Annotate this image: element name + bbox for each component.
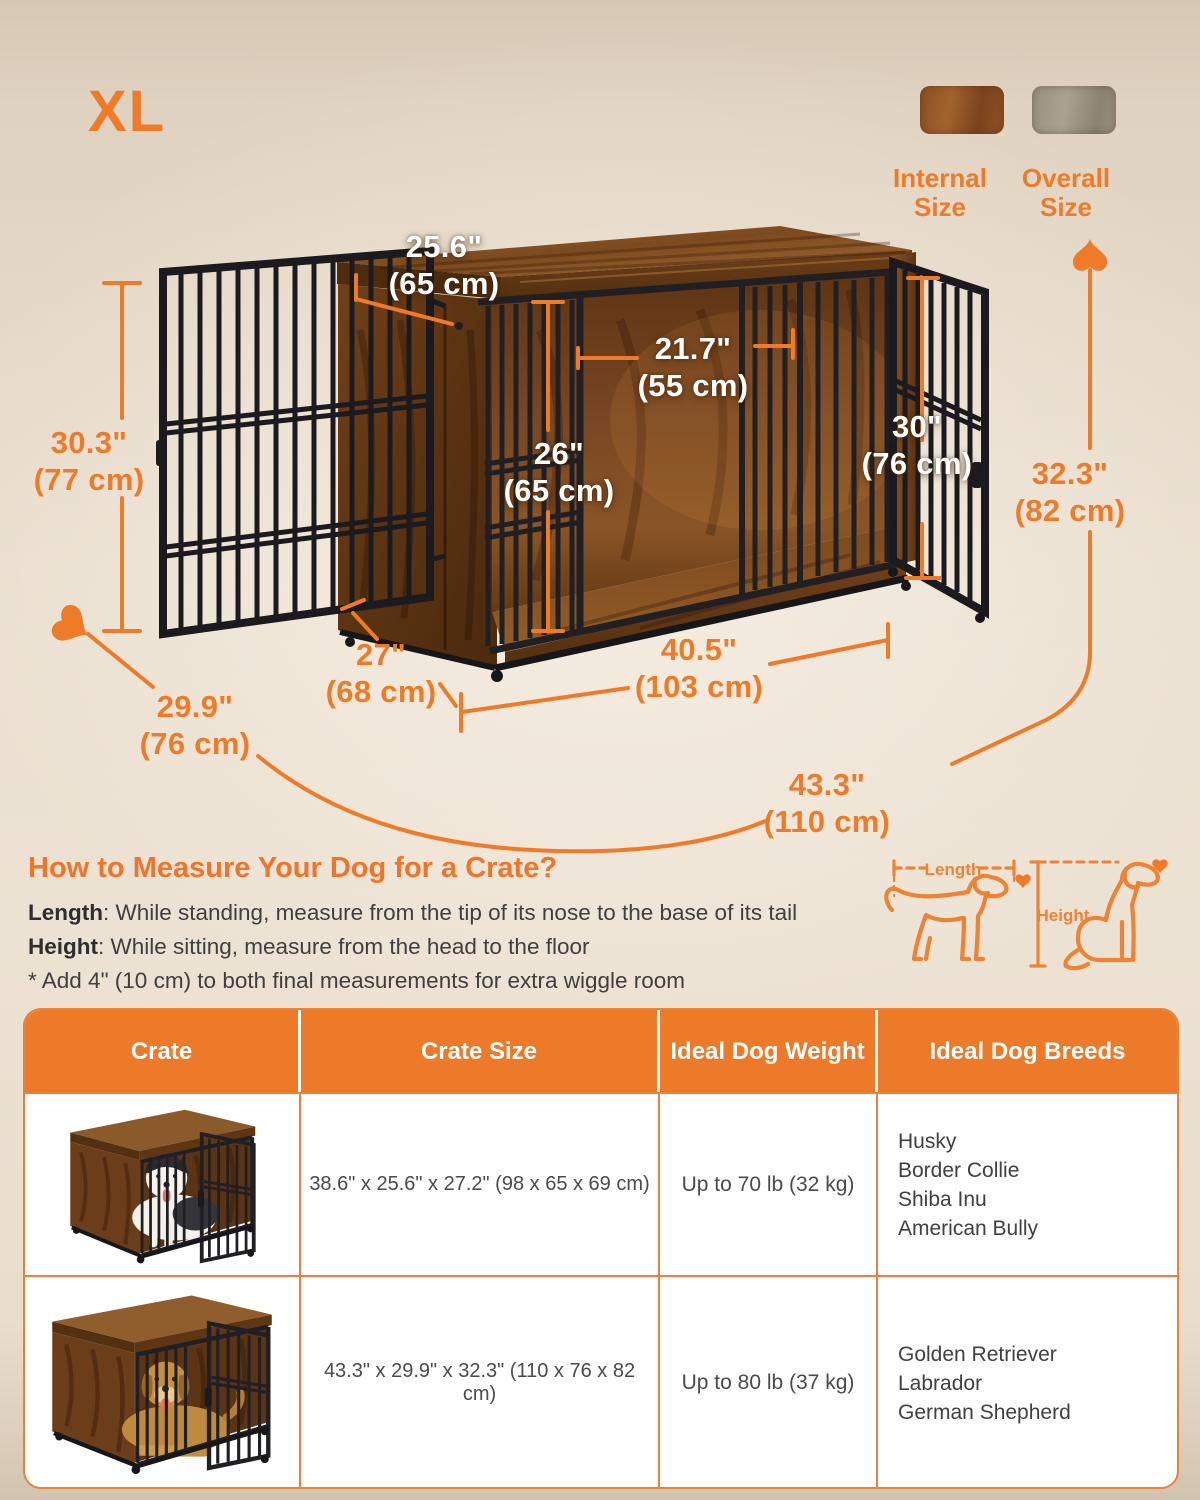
dimension-overall-width	[741, 766, 913, 840]
dog-breeds-cell	[878, 1094, 1177, 1275]
dimension-value: 43.3"	[788, 767, 866, 802]
measure-line-note	[28, 964, 868, 998]
overall-size-swatch-icon	[1032, 86, 1116, 134]
dimension-value-cm: (76 cm)	[861, 446, 973, 481]
table-header-ideal-dog-breeds: Ideal Dog Breeds	[929, 1037, 1126, 1065]
dimension-depth	[295, 636, 467, 710]
dimension-value: 30.3"	[50, 425, 128, 460]
dimension-value-cm: (65 cm)	[503, 473, 615, 508]
dimension-side-door-height	[3, 424, 175, 498]
husky-crate-thumbnail-image	[34, 1099, 290, 1271]
dimension-value-cm: (55 cm)	[637, 368, 749, 403]
dimension-value-cm: (103 cm)	[634, 669, 764, 704]
dimension-value: 21.7"	[654, 331, 732, 366]
legend-overall-size: Overall Size	[1021, 163, 1111, 222]
measure-line-lead: Height	[28, 934, 98, 959]
dimension-value: 26"	[533, 436, 585, 471]
crate-thumbnail-cell	[25, 1094, 301, 1275]
breed-item: Labrador	[898, 1371, 983, 1395]
dimension-top-width	[358, 228, 530, 302]
dimension-value-cm: (76 cm)	[139, 726, 251, 761]
table-header-crate: Crate	[25, 1010, 301, 1092]
breed-item: German Shepherd	[898, 1400, 1071, 1424]
breed-item: Golden Retriever	[898, 1342, 1057, 1366]
dimension-inner-length	[607, 330, 779, 404]
dimension-value-cm: (65 cm)	[388, 266, 500, 301]
dimension-value-cm: (68 cm)	[325, 674, 437, 709]
measure-guide-text	[28, 896, 868, 998]
dimension-value-cm: (110 cm)	[763, 804, 891, 839]
dimension-value: 40.5"	[660, 632, 738, 667]
measure-line-rest: : While standing, measure from the tip of its nose to the base of its tail	[102, 900, 798, 925]
dimension-value: 30"	[891, 409, 943, 444]
measure-line-length	[28, 896, 868, 930]
internal-size-swatch-icon	[920, 86, 1004, 134]
dimension-value-cm: (77 cm)	[33, 462, 145, 497]
measure-line-height	[28, 930, 868, 964]
table-row	[25, 1275, 1177, 1489]
golden-retriever-crate-thumbnail-image	[31, 1285, 293, 1481]
measure-line-lead: Length	[28, 900, 103, 925]
dimension-overall-height	[984, 455, 1156, 529]
dimension-value: 32.3"	[1031, 456, 1109, 491]
length-annotation-label: Length	[924, 860, 982, 879]
crate-size-cell: 43.3" x 29.9" x 32.3" (110 x 76 x 82 cm)	[301, 1277, 660, 1489]
crate-size-cell: 38.6" x 25.6" x 27.2" (98 x 65 x 69 cm)	[301, 1094, 660, 1275]
dimension-value: 29.9"	[156, 689, 234, 724]
legend-internal-size: Internal Size	[893, 163, 987, 222]
breed-item: Husky	[898, 1129, 957, 1153]
dimension-value: 25.6"	[405, 229, 483, 264]
measure-line-rest: * Add 4" (10 cm) to both final measurements for extra wiggle room	[28, 968, 686, 993]
crate-thumbnail-cell	[25, 1277, 301, 1489]
table-header-ideal-dog-weight: Ideal Dog Weight	[660, 1010, 878, 1092]
table-header-crate-size: Crate Size	[301, 1010, 660, 1092]
breed-item: Border Collie	[898, 1158, 1020, 1182]
dog-weight-cell: Up to 80 lb (37 kg)	[660, 1277, 878, 1489]
size-badge: XL	[88, 79, 167, 144]
dimension-overall-depth	[109, 688, 281, 762]
measure-line-rest: : While sitting, measure from the head to the floor	[98, 934, 590, 959]
dimension-door-height	[831, 408, 1003, 482]
dimension-value: 27"	[355, 637, 407, 672]
dimension-inner-height	[473, 435, 645, 509]
crate-size-table	[23, 1008, 1179, 1489]
height-annotation-label: Height	[1036, 906, 1090, 925]
dog-weight-cell: Up to 70 lb (32 kg)	[660, 1094, 878, 1275]
measure-guide-title: How to Measure Your Dog for a Crate?	[28, 852, 558, 884]
dog-breeds-cell	[878, 1277, 1177, 1489]
table-row	[25, 1092, 1177, 1275]
breed-item: American Bully	[898, 1216, 1039, 1240]
breed-item: Shiba Inu	[898, 1187, 987, 1211]
table-header-row	[25, 1010, 1177, 1092]
dimension-inner-width	[613, 631, 785, 705]
dimension-value-cm: (82 cm)	[1014, 493, 1126, 528]
